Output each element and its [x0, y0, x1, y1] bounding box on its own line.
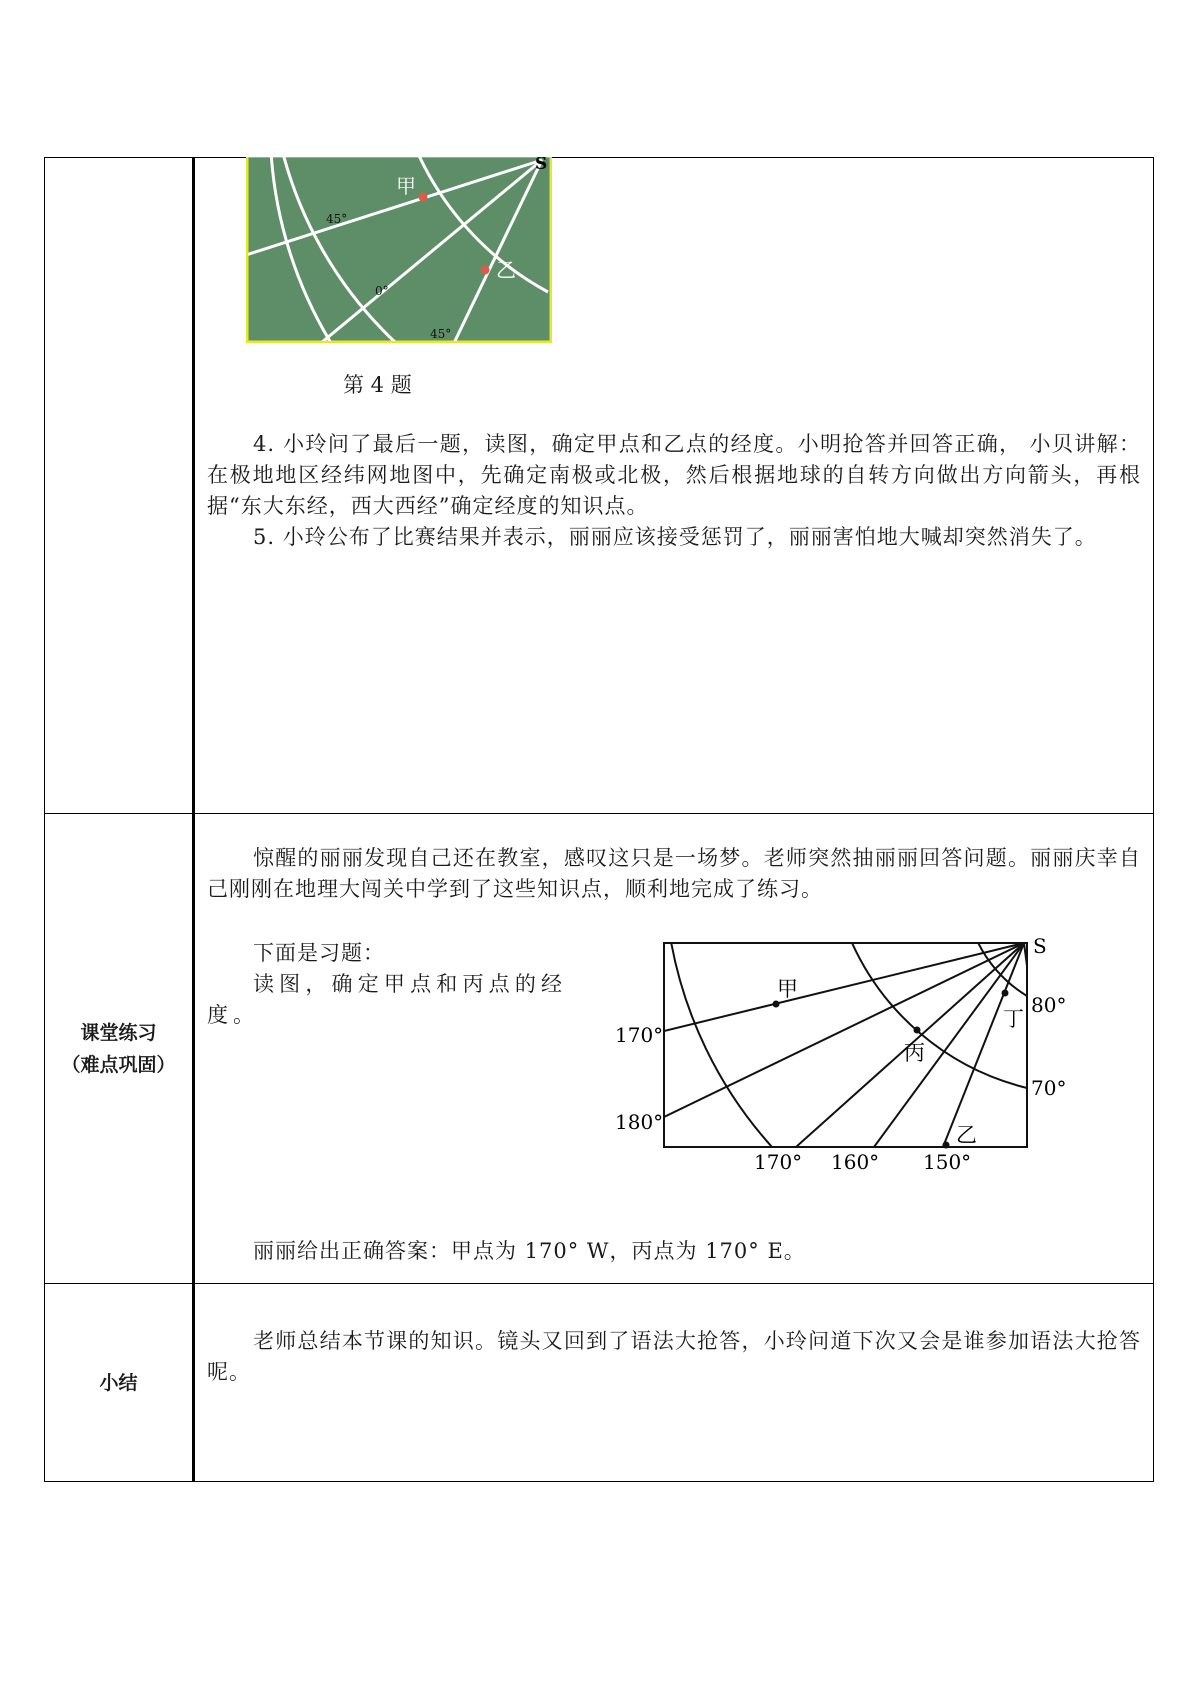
exercise-meridian-150e [943, 943, 1024, 1147]
paragraph-5: 5. 小玲公布了比赛结果并表示，丽丽应该接受惩罚了，丽丽害怕地大喊却突然消失了。 [253, 525, 1097, 549]
exercise-block [207, 938, 567, 1031]
summary-text: 老师总结本节课的知识。镜头又回到了语法大抢答，小玲问道下次又会是谁参加语法大抢答呢。 [207, 1329, 1141, 1384]
exercise-map [615, 936, 1085, 1194]
exercise-label-180-left: 180° [615, 1110, 664, 1134]
exercise-label-ding: 丁 [1003, 1007, 1024, 1031]
exercise-label-jia: 甲 [777, 977, 798, 1001]
point-yi [481, 266, 490, 275]
figure-4-label-45-bottom: 45° [430, 327, 452, 341]
lesson-table [44, 157, 1154, 1482]
exercise-title: 下面是习题： [253, 941, 385, 965]
exercise-question: 读图，确定甲点和丙点的经度。 [207, 972, 567, 1027]
exercise-point-bing [914, 1027, 921, 1034]
row-summary-label: 小结 [45, 1284, 194, 1482]
row-activity [45, 158, 1154, 814]
figure-4-label-45-left: 45° [326, 212, 348, 226]
row-practice-content [194, 814, 1154, 1284]
figure-4-label-jia: 甲 [396, 174, 416, 198]
row-practice-label [45, 814, 194, 1284]
exercise-label-160-bottom: 160° [831, 1150, 880, 1174]
exercise-label-S: S [1033, 936, 1047, 958]
row-practice [45, 814, 1154, 1284]
row-summary-content [194, 1284, 1154, 1482]
exercise-label-bing: 丙 [904, 1041, 925, 1065]
exercise-label-150-bottom: 150° [923, 1150, 972, 1174]
practice-intro: 惊醒的丽丽发现自己还在教室，感叹这只是一场梦。老师突然抽丽丽回答问题。丽丽庆幸自己刚刚在地理大闯关中学到了这些知识点，顺利地完成了练习。 [207, 846, 1141, 901]
exercise-point-yi [943, 1142, 950, 1149]
exercise-parallel-2 [849, 936, 1027, 1088]
figure-4-caption: 第 4 题 [343, 373, 412, 397]
figure-4-label-yi: 乙 [496, 258, 516, 282]
exercise-answer: 丽丽给出正确答案：甲点为 170° W，丙点为 170° E。 [253, 1239, 806, 1263]
exercise-point-jia [773, 1001, 780, 1008]
figure-4-label-0: 0° [375, 284, 389, 298]
exercise-label-yi: 乙 [956, 1123, 977, 1147]
exercise-point-ding [1002, 990, 1009, 997]
point-jia [419, 193, 428, 202]
practice-label-line2: （难点巩固） [61, 1053, 176, 1076]
figure-4-map [246, 157, 552, 343]
row-activity-content [194, 158, 1154, 814]
row-summary [45, 1284, 1154, 1482]
exercise-label-70-right: 70° [1031, 1076, 1067, 1100]
exercise-label-170-bottom: 170° [754, 1150, 803, 1174]
row-activity-label [45, 158, 194, 814]
exercise-map-frame [664, 943, 1027, 1147]
exercise-parallel-3 [670, 936, 772, 1147]
exercise-label-80-right: 80° [1031, 993, 1067, 1017]
exercise-meridian-180 [664, 943, 1024, 1117]
paragraph-4: 4. 小玲问了最后一题，读图，确定甲点和乙点的经度。小明抢答并回答正确， 小贝讲解：在极地地区经纬网地图中，先确定南极或北极，然后根据地球的自转方向做出方向箭头，再根据“东大东经，西大西经”确定经度的知识点。 [207, 432, 1141, 518]
figure-4-label-S: S [535, 157, 548, 174]
exercise-label-170-left: 170° [615, 1023, 664, 1047]
practice-label-line1: 课堂练习 [80, 1021, 157, 1044]
